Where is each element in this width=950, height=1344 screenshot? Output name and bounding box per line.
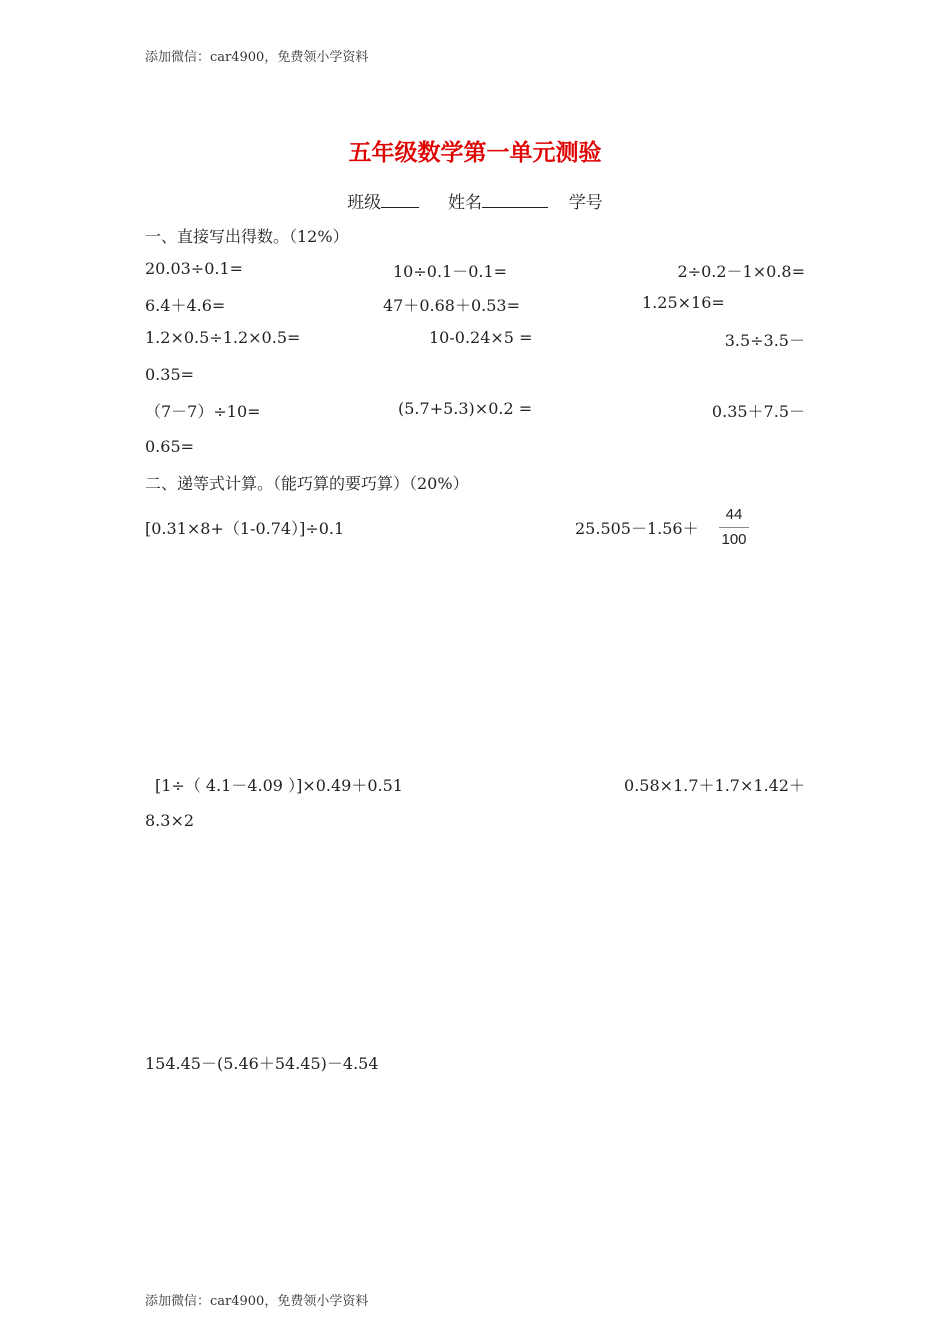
fraction-bar [719, 527, 749, 528]
problem-1-6: 1.25×16= [642, 293, 725, 312]
class-blank [381, 191, 419, 208]
problem-1-5: 47＋0.68＋0.53= [383, 296, 521, 315]
problem-1-2: 10÷0.1－0.1= [393, 262, 508, 281]
problem-2-3: [1÷（ 4.1－4.09 ）]×0.49＋0.51 [155, 776, 403, 795]
class-label: 班级 [347, 193, 382, 213]
problem-2-2: 25.505－1.56＋ [575, 519, 699, 538]
watermark-bottom: 添加微信：car4900，免费领小学资料 [145, 1294, 369, 1309]
name-blank [482, 191, 548, 208]
problem-1-1: 20.03÷0.1= [145, 259, 244, 278]
page-title: 五年级数学第一单元测验 [348, 140, 602, 166]
number-label: 学号 [568, 193, 603, 213]
fraction-numerator: 44 [725, 506, 743, 523]
student-info-line [0, 188, 950, 213]
problem-2-5: 154.45－(5.46＋54.45)－4.54 [145, 1054, 379, 1073]
fraction-44-100 [719, 505, 749, 550]
section-2-heading: 二、递等式计算。（能巧算的要巧算）（20%） [145, 474, 469, 493]
problem-1-8: 10-0.24×5 = [429, 328, 533, 347]
problem-1-4: 6.4＋4.6= [145, 296, 226, 315]
problem-1-10: （7－7）÷10= [145, 402, 261, 421]
problem-1-7: 1.2×0.5÷1.2×0.5= [145, 328, 301, 347]
problem-1-9-cont: 0.35= [145, 365, 195, 384]
fraction-denominator: 100 [721, 531, 747, 548]
section-1-heading: 一、直接写出得数。（12%） [145, 227, 349, 246]
problem-1-9: 3.5÷3.5－ [724, 331, 805, 350]
problem-1-11: (5.7+5.3)×0.2 = [398, 399, 533, 418]
watermark-top: 添加微信：car4900，免费领小学资料 [145, 50, 369, 65]
problem-2-1: [0.31×8+（1-0.74）]÷0.1 [145, 519, 345, 538]
problem-1-3: 2÷0.2－1×0.8= [677, 262, 805, 281]
problem-2-4: 0.58×1.7＋1.7×1.42＋ [624, 776, 805, 795]
problem-1-12-cont: 0.65= [145, 437, 195, 456]
name-label: 姓名 [448, 193, 482, 213]
problem-2-4-cont: 8.3×2 [145, 811, 195, 830]
problem-1-12: 0.35＋7.5－ [711, 402, 805, 421]
